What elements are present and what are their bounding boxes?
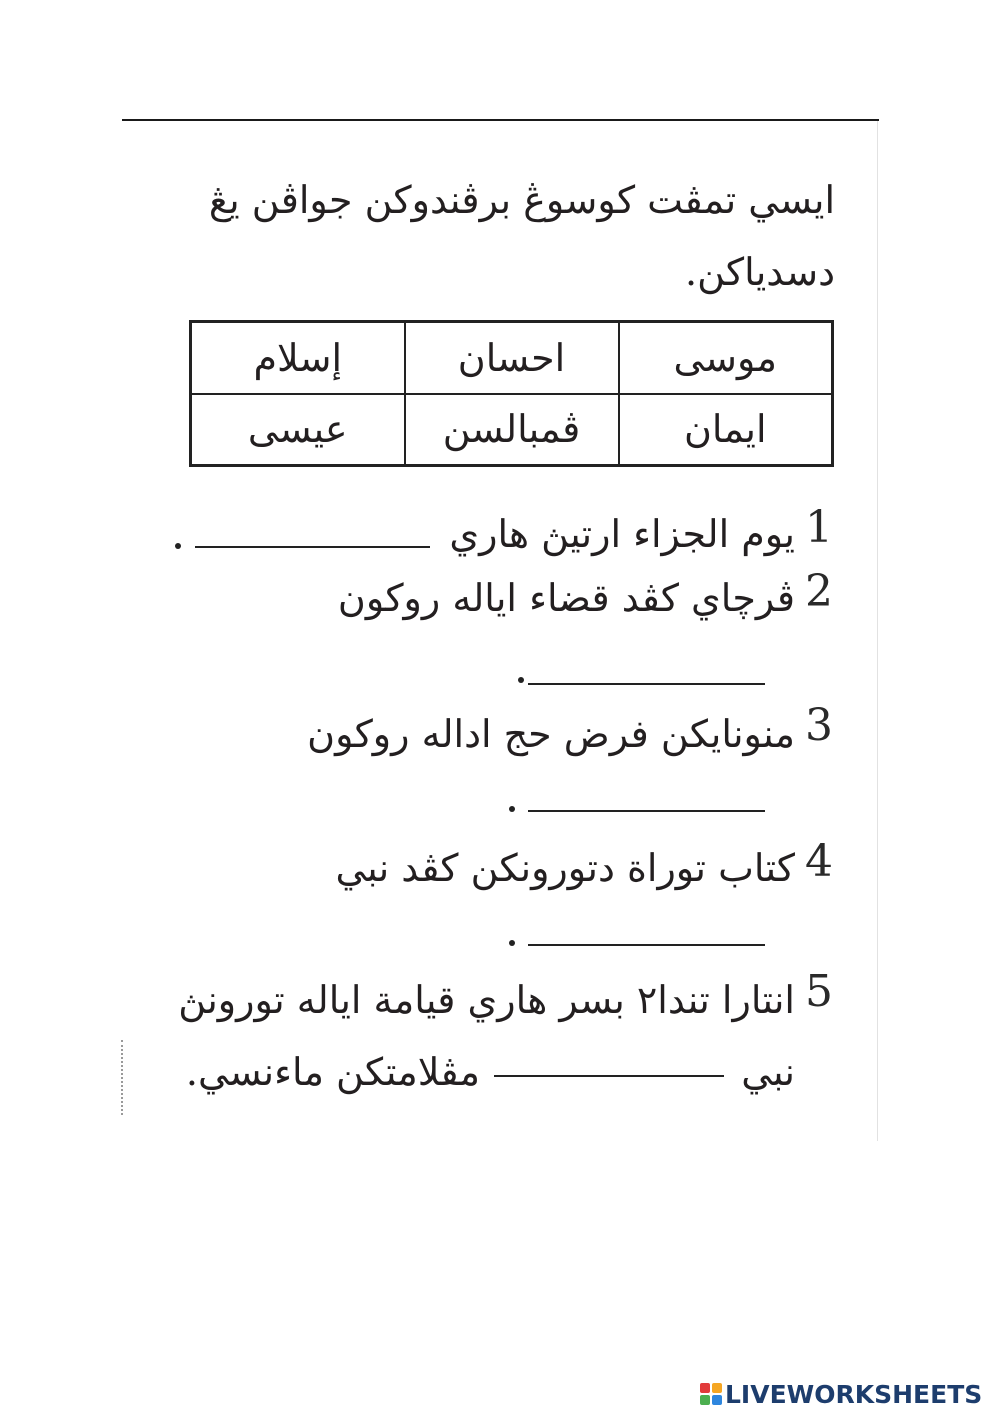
logo-square-blue	[712, 1395, 722, 1405]
top-rule	[122, 119, 879, 121]
table-row	[191, 394, 833, 466]
question-text-line2-start: نبي	[741, 1050, 795, 1094]
instruction-line-2: دسدياكن.	[685, 250, 835, 294]
logo-square-red	[700, 1383, 710, 1393]
question-number: 3	[805, 700, 833, 751]
scan-edge	[877, 121, 878, 1141]
question-text-line2-end: مڤلامتكن ماءنسي.	[185, 1050, 480, 1094]
question-number: 2	[805, 566, 833, 617]
table-cell: عيسى	[191, 394, 405, 466]
table-cell: إسلام	[191, 322, 405, 394]
table-cell: ڤمبالسن	[405, 394, 619, 466]
question-number: 1	[805, 502, 833, 553]
question-text: منونايكن فرض حج اداله روكون	[307, 712, 795, 756]
instruction-line-1: ايسي تمڤت كوسوڠ برڤندوكن جواڤن يڠ	[208, 178, 835, 222]
question-number: 5	[805, 966, 833, 1017]
answer-blank[interactable]	[528, 944, 765, 946]
table-cell: احسان	[405, 322, 619, 394]
question-number: 4	[805, 836, 833, 887]
liveworksheets-logo-icon	[700, 1383, 722, 1405]
names-table	[189, 320, 834, 467]
brand-name: LIVEWORKSHEETS	[725, 1379, 983, 1409]
table-cell: موسى	[619, 322, 833, 394]
full-stop	[509, 806, 515, 812]
table-cell: ايمان	[619, 394, 833, 466]
logo-square-green	[700, 1395, 710, 1405]
answer-blank[interactable]	[528, 683, 765, 685]
answer-blank[interactable]	[494, 1075, 724, 1077]
question-text: انتارا تندا٢ بسر هاري قيامة اياله تورونڽ	[178, 978, 795, 1022]
full-stop	[175, 543, 181, 549]
liveworksheets-footer	[700, 1379, 982, 1409]
question-text: كتاب توراة دتورونكن كڤد نبي	[335, 846, 795, 890]
answer-blank[interactable]	[528, 810, 765, 812]
question-text: ڤرچاي كڤد قضاء اياله روكون	[337, 576, 795, 620]
logo-square-orange	[712, 1383, 722, 1393]
full-stop	[509, 940, 515, 946]
full-stop	[518, 677, 524, 683]
table-row	[191, 322, 833, 394]
answer-blank[interactable]	[195, 546, 430, 548]
scan-edge-dotted	[121, 1040, 123, 1115]
question-text: يوم الجزاء ارتيڽ هاري	[449, 512, 795, 556]
